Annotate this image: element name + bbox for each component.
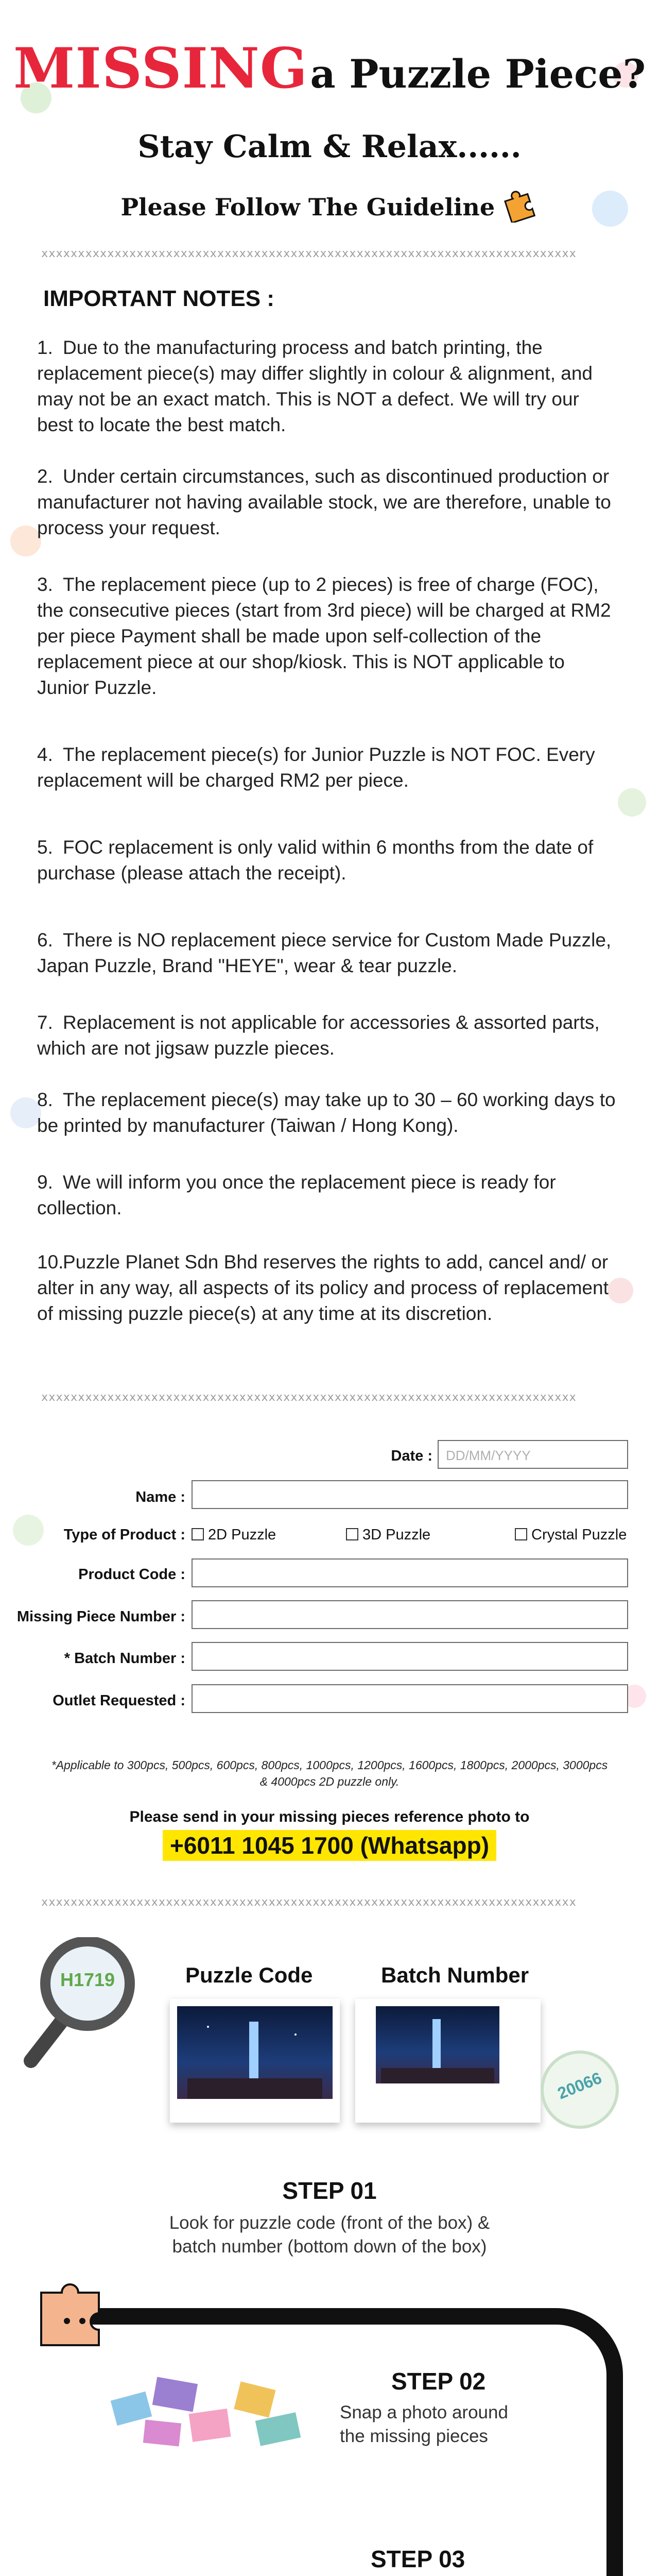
note-text: FOC replacement is only valid within 6 months from the date of purchase (please attach the receipt). [37, 837, 594, 884]
note-item [37, 464, 619, 541]
step1-title: STEP 01 [282, 2177, 377, 2204]
note-text: There is NO replacement piece service for Custom Made Puzzle, Japan Puzzle, Brand "HEYE", wear & tear puzzle. [37, 929, 612, 976]
puzzle-code-label: Puzzle Code [185, 1963, 313, 1987]
note-number: 10. [37, 1251, 64, 1273]
magnifier-icon [21, 1937, 144, 2071]
note-item [37, 335, 619, 438]
batch-magnifier [541, 2050, 619, 2129]
checkbox-crystal-puzzle[interactable] [515, 1527, 627, 1544]
date-field[interactable] [438, 1440, 628, 1469]
title-missing: MISSING [13, 36, 308, 101]
checkbox-box[interactable] [346, 1528, 358, 1540]
puzzle-box-bottom [355, 1999, 541, 2123]
note-item [37, 1249, 619, 1327]
decor-dot [10, 526, 41, 556]
date-label: Date : [391, 1448, 432, 1464]
product-type-label: Type of Product : [63, 1527, 185, 1543]
note-item [37, 927, 619, 979]
notes-heading: IMPORTANT NOTES : [43, 286, 274, 311]
note-text: Due to the manufacturing process and batch printing, the replacement piece(s) may differ slightly in colour & alignment, and may not be an exact match. This is NOT a defect. We will try our best to locate the best match. [37, 337, 593, 435]
puzzle-piece-icon [501, 185, 539, 223]
note-number: 8. [37, 1089, 53, 1110]
name-field[interactable] [192, 1480, 628, 1509]
outlet-label: Outlet Requested : [53, 1692, 185, 1709]
note-text: We will inform you once the replacement piece is ready for collection. [37, 1172, 556, 1218]
batch-number-heading: Batch Number [381, 1963, 529, 1987]
send-instruction: Please send in your missing pieces reference photo to [129, 1808, 530, 1825]
note-number: 3. [37, 574, 53, 595]
decor-dot [618, 788, 646, 817]
checkbox-3d-puzzle[interactable] [346, 1527, 430, 1544]
note-text: Puzzle Planet Sdn Bhd reserves the rights to add, cancel and/ or alter in any way, all aspects of its policy and process of replacement of missing puzzle piece(s) at any time at its discretion. [37, 1251, 609, 1324]
missing-piece-label: Missing Piece Number : [16, 1608, 185, 1625]
step1-text [0, 2211, 659, 2259]
fine-print-line: *Applicable to 300pcs, 500pcs, 600pcs, 800pcs, 1000pcs, 1200pcs, 1600pcs, 1800pcs, 2000pcs, 3000pcs [51, 1758, 608, 1772]
box-photo [177, 2006, 333, 2099]
city-skyline [376, 2006, 499, 2083]
batch-number-label: * Batch Number : [64, 1650, 185, 1667]
city-skyline [177, 2006, 333, 2099]
note-number: 2. [37, 466, 53, 487]
checkbox-label: Crystal Puzzle [531, 1527, 627, 1543]
note-item [37, 835, 619, 886]
page-title [0, 36, 659, 101]
checkbox-label: 2D Puzzle [208, 1527, 276, 1543]
subtitle: Stay Calm & Relax...... [137, 129, 522, 165]
box-photo [376, 2006, 499, 2083]
outlet-field[interactable] [192, 1684, 628, 1713]
product-code-label: Product Code : [78, 1566, 185, 1583]
date-placeholder: DD/MM/YYYY [446, 1448, 531, 1463]
batch-sample: 20066 [554, 2068, 604, 2103]
separator: xxxxxxxxxxxxxxxxxxxxxxxxxxxxxxxxxxxxxxxxxxxxxxxxxxxxxxxxxxxxxxxxxxxxxxxxx [41, 247, 577, 260]
note-number: 7. [37, 1012, 53, 1033]
note-number: 4. [37, 744, 53, 765]
puzzle-box-front [170, 1999, 340, 2123]
note-item [37, 572, 619, 701]
note-text: Under certain circumstances, such as discontinued production or manufacturer not having available stock, we are therefore, unable to process your request. [37, 466, 611, 538]
note-item [37, 742, 619, 793]
product-code-field[interactable] [192, 1558, 628, 1587]
note-text: Replacement is not applicable for accessories & assorted parts, which are not jigsaw puzzle pieces. [37, 1012, 600, 1059]
note-number: 6. [37, 929, 53, 951]
step2-title: STEP 02 [391, 2368, 486, 2395]
subtitle-guideline-text: Please Follow The Guideline [120, 193, 495, 221]
magnifier-illustration [21, 1937, 144, 2071]
subtitle-guideline [0, 185, 659, 223]
checkbox-box[interactable] [515, 1528, 527, 1540]
fine-print-line: & 4000pcs 2D puzzle only. [259, 1775, 400, 1788]
note-text: The replacement piece (up to 2 pieces) is free of charge (FOC), the consecutive pieces (start from 3rd piece) will be charged at RM2 per piece Payment shall be made upon self-collection of the replacement piece at our shop/kiosk. This is NOT applicable to Junior Puzzle. [37, 574, 611, 698]
checkbox-label: 3D Puzzle [362, 1527, 431, 1543]
step2-text-line: Snap a photo around [340, 2402, 508, 2422]
step3-title: STEP 03 [371, 2546, 465, 2572]
title-rest: a Puzzle Piece? [310, 51, 646, 97]
note-number: 5. [37, 837, 53, 858]
separator: xxxxxxxxxxxxxxxxxxxxxxxxxxxxxxxxxxxxxxxxxxxxxxxxxxxxxxxxxxxxxxxxxxxxxxxxx [41, 1896, 577, 1909]
checkbox-box[interactable] [192, 1528, 204, 1540]
code-sample: H1719 [60, 1969, 115, 1990]
separator: xxxxxxxxxxxxxxxxxxxxxxxxxxxxxxxxxxxxxxxxxxxxxxxxxxxxxxxxxxxxxxxxxxxxxxxxx [41, 1391, 577, 1404]
note-number: 9. [37, 1172, 53, 1193]
step1-text-line: Look for puzzle code (front of the box) & [169, 2213, 490, 2233]
fine-print [0, 1757, 659, 1790]
missing-piece-field[interactable] [192, 1600, 628, 1629]
checkbox-2d-puzzle[interactable] [192, 1527, 276, 1544]
batch-number-field[interactable] [192, 1642, 628, 1671]
decor-dot [10, 1097, 41, 1128]
step2-text-line: the missing pieces [340, 2426, 488, 2446]
puzzle-piece-icon [31, 2272, 113, 2349]
whatsapp-row [0, 1832, 659, 1859]
note-text: The replacement piece(s) may take up to 30 – 60 working days to be printed by manufacturer (Taiwan / Hong Kong). [37, 1089, 616, 1136]
step2-text [340, 2401, 508, 2448]
note-number: 1. [37, 337, 53, 358]
scattered-pieces-illustration [103, 2365, 319, 2458]
name-label: Name : [135, 1489, 185, 1505]
step1-text-line: batch number (bottom down of the box) [172, 2236, 487, 2257]
note-item [37, 1087, 619, 1139]
whatsapp-number[interactable]: +6011 1045 1700 (Whatsapp) [163, 1830, 496, 1861]
note-text: The replacement piece(s) for Junior Puzzle is NOT FOC. Every replacement will be charged RM2 per piece. [37, 744, 595, 791]
note-item [37, 1170, 619, 1221]
note-item [37, 1010, 619, 1061]
